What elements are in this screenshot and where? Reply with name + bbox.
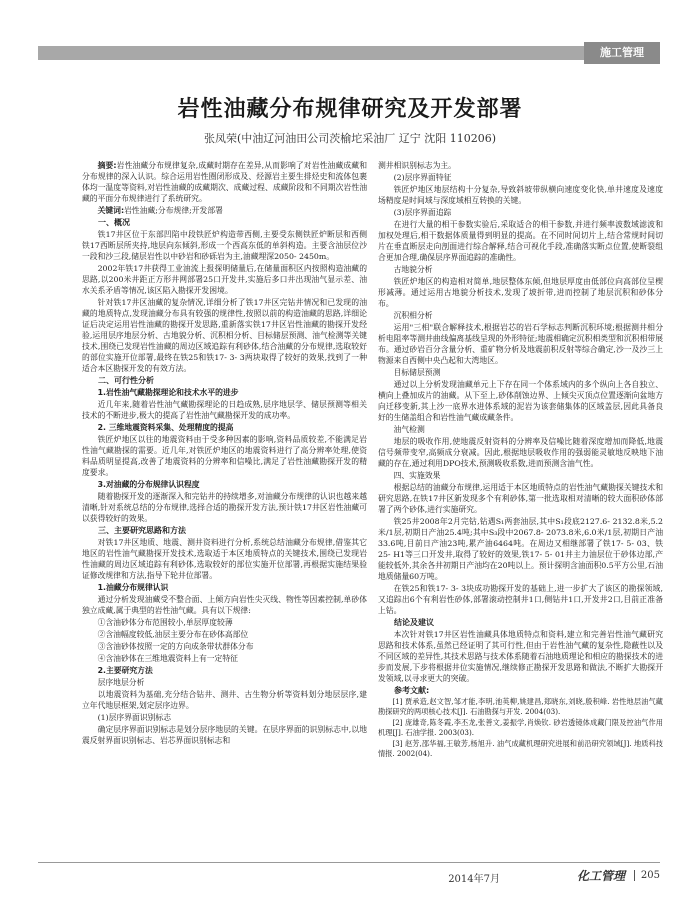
list-item: ④含油砂体在三维地震资料上有一定特征	[97, 654, 238, 663]
paragraph: 近几年来,随着岩性油气藏勘探理论的日趋成熟,层序地层学、储层预测等相关技术的不断进步,极大的提高了岩性油气藏勘探开发的成功率。	[82, 400, 367, 420]
paragraph: 通过分析发现油藏受不整合面、上倾方向岩性尖灭线、物性等因素控制,单砂体独立成藏,属于典型的岩性油气藏。具有以下规律:	[82, 595, 367, 615]
header-bar	[38, 46, 660, 60]
paragraph: 铁匠炉地区地层结构十分复杂,导致斜坡带纵横向速度变化快,单井速度及速度场精度是时间域与深度域相互转换的关键。	[378, 185, 663, 205]
section-heading: 一、概况	[98, 218, 130, 227]
paragraph: (3)层序界面追踪	[393, 208, 452, 217]
page-header	[0, 0, 700, 64]
list-item: ①含油砂体分布范围较小,单层厚度较薄	[97, 618, 233, 627]
paragraph: (2)层序界面特征	[393, 173, 452, 182]
abstract	[82, 160, 367, 204]
paragraph: 本次针对铁17井区岩性油藏具体地质特点和资料,建立和完善岩性油气藏研究思路和技术体系,虽然已经证明了其可行性,但由于岩性油气藏的复杂性,隐蔽性以及不同区域的差异性,其技术思路与技术体系随着石油地质理论和相应的勘探技术的进步而发展,下步将根据井位实施情况,继续修正勘探开发思路和做法,不断扩大勘探开发领域,以寻求更大的突破。	[378, 630, 663, 683]
author-line: 张凤荣(中油辽河油田公司茨榆坨采油厂 辽宁 沈阳 110206)	[203, 132, 497, 145]
section-heading: 三、主要研究思路和方法	[98, 526, 186, 535]
paragraph: 古地貌分析	[393, 265, 433, 274]
paragraph: 根据总结的油藏分布规律,运用适于本区地质特点的岩性油气藏勘探关键技术和研究思路,在铁17井区新发现多个有利砂体,第一批选取相对清晰的较大面积砂体部署了两个砂体,进行实施研究。	[378, 483, 663, 514]
paragraph: 运用"三相"联合解释技术,根据岩芯的岩石学标志判断沉积环境;根据测井相分析电阻率等测井曲线偏离基线呈现的外形特征;地震相确定沉积相类型和沉积相带展布。通过砂岩百分含量分析、重矿物分析及地震前积反射等综合确定,沙一及沙三上物源来自西侧中央凸起和大湾地区。	[378, 323, 663, 365]
paragraph: 铁匠炉地区的构造相对简单,地层整体东倾,但地层厚度由低部位向高部位呈楔形减薄。通过运用古地貌分析技术,发现了坡折带,进而控制了地层沉积和砂体分布。	[378, 277, 663, 308]
paragraph: 铁25井2008年2月完钻,钻遇S₁两套油层,其中S₁段底2127.6- 2132.8米,5.2米/1层,初期日产油25.4吨;其中S₃段中2067.8- 2073.8米,6.0米/1层,初期日产油33.6吨,目前日产油23吨,累产油6464吨。在周边又相继部署了铁17- 5- 03、铁25- H1等三口开发井,取得了较好的效果,铁17- 5- 01井主力油层位于砂体边部,产能较低外,其余各井初期日产油均在20吨以上。预计探明含油面积0.5平方公里,石油地质储量60万吨。	[378, 517, 663, 581]
page-number: 205	[634, 870, 660, 881]
paragraph: 对铁17井区地质、地震、测井资料进行分析,系统总结油藏分布规律,借鉴其它地区的岩性油气藏勘探开发技术,选取适于本区地质特点的关键技术,围绕已发现岩性油藏的周边区域追踪有利砂体,选取较好的部位实施开位部署,再根据实施结果验证修改规律和方法,指导下轮井位部署。	[82, 538, 367, 580]
paragraph: 针对铁17井区油藏的复杂情况,详细分析了铁17井区完钻井情况和已发现的油藏的地质特点,发现油藏分布具有较强的规律性,按照以前的构造油藏的思路,详细论证后决定运用岩性油藏的勘探开发思路,重新落实铁17井区岩性油藏的勘探开发经验,运用层序地层分析、古地貌分析、沉积相分析、目标储层预测、油气检测等关键技术,围绕已发现岩性油藏的周边区域追踪有利砂体,结合油藏的分布规律,选取较好的部位实施开位部署,最终在铁25和铁17- 3- 3两块取得了较好的效果,找到了一种适合本区勘探开发的有效方法。	[82, 298, 367, 373]
abstract-label: 摘要:	[97, 161, 117, 170]
list-item: ③含油砂体按照一定的方向成条带状群体分布	[97, 642, 254, 651]
keywords-label: 关键词:	[97, 206, 125, 215]
keywords-text: 岩性油藏;分布规律;开发部署	[124, 206, 223, 215]
paragraph: (1)层序界面识别标志	[97, 713, 172, 722]
paragraph: 在铁25和铁17- 3- 3块成功勘探开发的基础上,进一步扩大了该区的勘探领域,又追踪出6个有利岩性砂体,部署滚动控制井1口,侧钻井1口,开发井2口,目前正准备上钻。	[378, 584, 663, 615]
paragraph: 随着勘探开发的逐渐深入和完钻井的持续增多,对油藏分布规律的认识也越来越清晰,针对系统总结的分布规律,选择合适的勘探开发方法,预计铁17井区岩性油藏可以获得较好的效果。	[82, 492, 367, 523]
paragraph: 通过以上分析发现油藏单元上下存在同一个体系域内的多个纵向上各自独立、横向上叠加成片的油藏。从下至上,砂体削蚀边界、上倾尖灭顶点位置逐渐向盆地方向迁移变新,其上沙一底界水进体系域的泥岩为该套储集体的区域盖层,因此具备良好的生储盖组合和岩性油气藏成藏条件。	[378, 380, 663, 422]
paragraph: 在进行大量的相干参数实验后,采取适合的相干参数,并进行频率波数域滤波和加权处理后,相干数据体质量得到明显的提高。在不同时间切片上,结合常规时间切片在垂直断层走向剖面进行综合解释,结合可视化手段,准确落实断点位置,使断裂组合更加合理,确保层序界面追踪的准确性。	[378, 220, 663, 262]
section-heading: 1.岩性油气藏勘探理论和技术水平的进步	[97, 388, 239, 397]
left-column	[82, 160, 367, 747]
right-column	[378, 160, 663, 760]
paragraph: 沉积相分析	[393, 311, 433, 320]
footer-rule	[38, 862, 660, 863]
page-footer	[0, 862, 700, 892]
paragraph: 测井相识别标志为主。	[378, 161, 456, 170]
reference-item: [3] 赵芳,邵华福,王敏芳,杨旭升. 油气成藏机理研究进展和前沿研究领域[J]. 地质科技情报. 2002(04).	[378, 739, 663, 758]
paragraph: 目标储层预测	[393, 368, 441, 377]
list-item: ②含油幅度较低,油层主要分布在砂体高部位	[97, 630, 249, 639]
section-heading: 参考文献:	[394, 686, 430, 695]
section-tag: 施工管理	[584, 42, 660, 64]
section-heading: 2.主要研究方法	[97, 666, 153, 675]
reference-item: [1] 贾承造,赵文智,邹才能,李明,池英柳,姚建昌,郑晓东,刘晓,殷积峰. 岩性地层油气藏勘探研究的两项核心技术[J]. 石油勘探与开发. 2004(03).	[378, 697, 663, 716]
reference-item: [2] 庞雄奇,陈冬霞,李丕龙,张善文,姜振学,肖焕钦. 砂岩透镜体成藏门限及控油气作用机理[J]. 石油学报. 2003(03).	[378, 718, 663, 737]
abstract-text: 岩性油藏分布规律复杂,成藏时期存在差异,从而影响了对岩性油藏成藏和分布规律的深入认识。综合运用岩性圈闭形成及、烃源岩主要生排烃史和流体包裹体均一温度等资料,对岩性油藏的成藏期次、成藏过程、成藏阶段和不同期次岩性油藏的平面分布规律进行了系统研究。	[82, 161, 367, 203]
section-heading: 3.对油藏的分布规律认识程度	[97, 480, 200, 489]
paragraph: 地层的吸收作用,使地震反射资料的分辨率及信噪比随着深度增加而降低,地震信号频带变窄,高频成分衰减。因此,根据地层吸收作用的强弱能灵敏地反映地下油藏的存在,通过利用DPO技术,预测吸收系数,进而预测含油气性。	[378, 437, 663, 468]
paragraph: 铁17井区位于东部凹陷中段铁匠炉构造带西侧,主要受东侧铁匠炉断层和西侧铁17西断层所夹持,地层向东倾斜,形成一个西高东低的单斜构造。主要含油层位沙一段和沙三段,储层岩性以中砂岩和砂砾岩为主,油藏埋深2050- 2450m。	[82, 230, 367, 261]
section-heading: 二、可行性分析	[98, 376, 154, 385]
footer-date: 2014年7月	[448, 874, 500, 885]
paragraph: 确定层序界面识别标志是划分层序地层的关键。在层序界面的识别标志中,以地震反射界面识别标志、岩芯界面识别标志和	[82, 725, 367, 745]
paragraph: 油气检测	[393, 425, 425, 434]
section-heading: 结论及建议	[394, 618, 434, 627]
article-title: 岩性油藏分布规律研究及开发部署	[177, 97, 523, 122]
journal-brand: 化工管理	[576, 869, 625, 883]
paragraph: 2002年铁17井获得工业油流上报探明储量后,在储量面积区内按照构造油藏的思路,以200米井距正方形井网部署25口开发井,实施后多口井出现油气显示差、油水关系矛盾等情况,该区陷入勘探开发困境。	[82, 264, 367, 295]
paragraph: 铁匠炉地区以往的地震资料由于受多种因素的影响,资料品质较差,不能满足岩性油气藏勘探的需要。近几年,对铁匠炉地区的地震资料进行了高分辨率处理,使资料品质明显提高,改善了地震资料的分辨率和信噪比,满足了岩性油藏勘探开发的精度要求。	[82, 435, 367, 477]
paragraph: 四、实施效果	[393, 471, 441, 480]
paragraph: 层序地层分析	[97, 678, 145, 687]
keywords	[82, 205, 367, 216]
paragraph: 以地震资料为基础,充分结合钻井、测井、古生物分析等资料划分地层层序,建立年代地层框架,划定层序边界。	[82, 690, 367, 710]
section-heading: 2. 三维地震资料采集、处理精度的提高	[97, 423, 234, 432]
section-heading: 1.油藏分布规律认识	[97, 583, 169, 592]
